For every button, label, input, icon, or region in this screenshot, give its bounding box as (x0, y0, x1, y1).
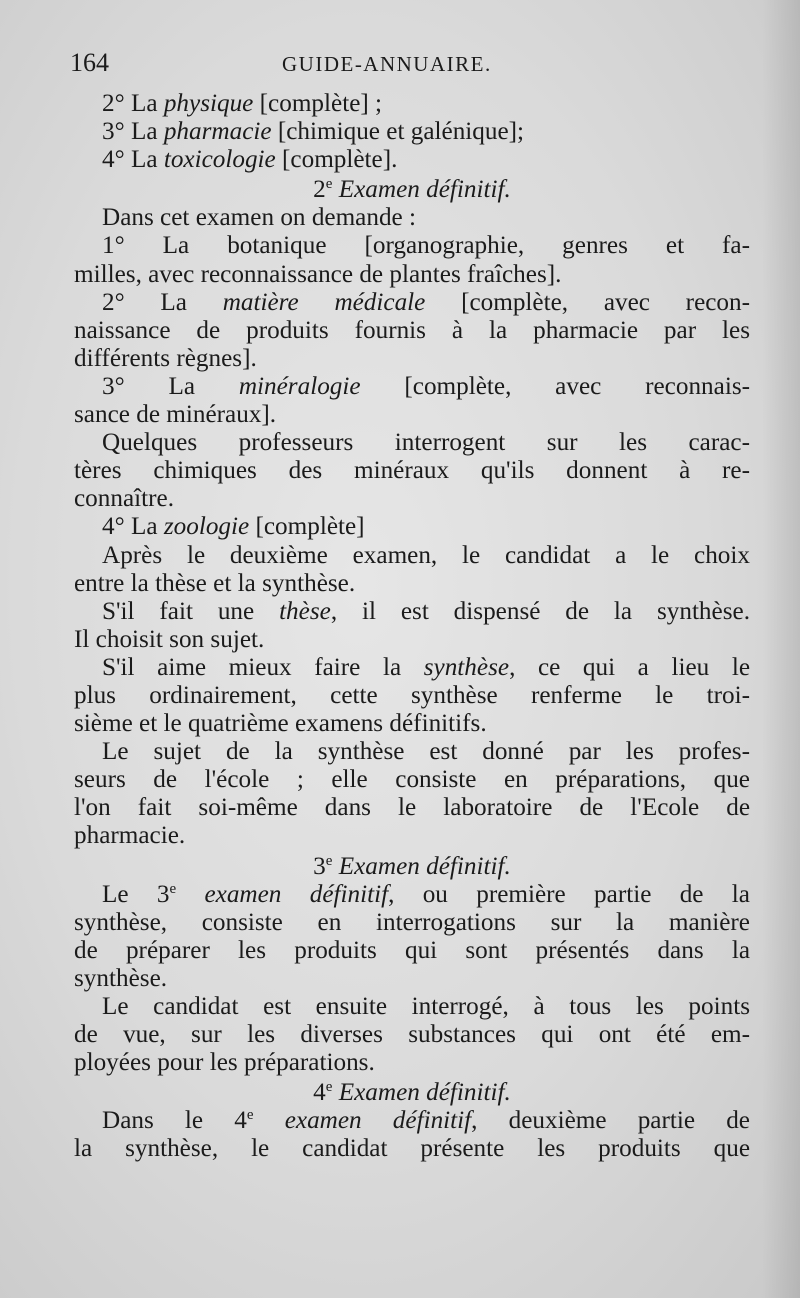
text-run: Le 3 (102, 880, 170, 908)
section-heading (74, 1077, 750, 1107)
text-run: l'on fait soi-même dans le laboratoire de l'Ecole de (74, 794, 750, 822)
text-line (74, 1135, 750, 1163)
italic-text: zoologie (163, 513, 250, 541)
text-line (74, 570, 750, 598)
text-line (74, 654, 750, 682)
italic-text: toxicologie (163, 146, 276, 174)
text-run: , ce qui a lieu le (509, 653, 750, 681)
text-run: S'il aime mieux faire la (102, 653, 424, 681)
italic-text: Examen définitif. (338, 852, 511, 880)
text-line (74, 598, 750, 626)
text-line (74, 204, 750, 232)
text-run: Dans le 4 (102, 1107, 247, 1135)
superscript-text: e (325, 1079, 333, 1096)
text-line (74, 965, 750, 993)
italic-text: examen définitif (284, 1107, 472, 1135)
italic-text: pharmacie (163, 118, 272, 146)
text-line (74, 289, 750, 317)
body-text (74, 90, 750, 1164)
text-run: 1° La botanique [organographie, genres et fa- (102, 232, 750, 260)
text-line (74, 317, 750, 345)
text-line (74, 90, 750, 118)
text-run: 4° La (102, 146, 164, 174)
text-line (74, 822, 750, 850)
text-line (74, 626, 750, 654)
text-line (74, 118, 750, 146)
text-run: [chimique et galénique]; (271, 118, 525, 146)
text-run: [complète]. (275, 146, 398, 174)
text-run: , ou première partie de la (388, 880, 750, 908)
text-line (74, 738, 750, 766)
italic-text: thèse (279, 597, 331, 625)
text-line (74, 146, 750, 174)
text-line (74, 682, 750, 710)
section-heading (74, 851, 750, 881)
text-run: Dans cet examen on demande : (102, 204, 417, 232)
text-line (74, 1021, 750, 1049)
italic-text: physique (163, 90, 254, 117)
text-run: [complète, avec reconnais- (360, 372, 751, 400)
text-run: milles, avec reconnaissance de plantes fraîches]. (74, 260, 562, 288)
page-number: 164 (70, 48, 109, 77)
text-run: sance de minéraux]. (74, 401, 277, 429)
text-run: différents règnes]. (74, 344, 257, 372)
text-run: 3 (313, 852, 326, 880)
text-run: entre la thèse et la synthèse. (74, 569, 356, 597)
superscript-text: e (325, 176, 333, 193)
italic-text: minéralogie (238, 372, 361, 400)
text-line (74, 345, 750, 373)
text-line (74, 937, 750, 965)
text-run: [complète, avec recon- (425, 288, 751, 316)
text-run: tères chimiques des minéraux qu'ils donnent à re- (74, 457, 750, 485)
text-run: synthèse, consiste en interrogations sur la manière (74, 908, 750, 936)
text-run: pharmacie. (74, 822, 186, 850)
text-line (74, 710, 750, 738)
text-run: 2° La (102, 90, 164, 117)
text-run: Le candidat est ensuite interrogé, à tous les points (102, 993, 750, 1020)
text-line (74, 993, 750, 1021)
text-run: 3° La (102, 372, 239, 400)
text-line (74, 542, 750, 570)
text-line (74, 1049, 750, 1077)
text-line (74, 457, 750, 485)
text-line (74, 232, 750, 260)
text-line (74, 766, 750, 794)
text-run: sième et le quatrième examens définitifs. (74, 710, 487, 738)
text-run: synthèse. (74, 964, 168, 992)
text-run (176, 881, 204, 908)
running-head: GUIDE-ANNUAIRE. (282, 52, 492, 76)
text-run (254, 1107, 285, 1134)
text-run: de préparer les produits qui sont présentés dans la (74, 936, 750, 964)
text-run: 4 (313, 1079, 326, 1107)
text-line (74, 401, 750, 429)
text-line (74, 909, 750, 937)
text-run: Quelques professeurs interrogent sur les carac- (102, 429, 750, 457)
text-run: 2° La (102, 288, 223, 316)
text-line (74, 1107, 750, 1135)
text-run: 3° La (102, 118, 164, 146)
text-line (74, 513, 750, 541)
italic-text: examen définitif (204, 880, 389, 908)
text-run: Le sujet de la synthèse est donné par les profes- (102, 738, 750, 766)
text-run: de vue, sur les diverses substances qui ont été em- (74, 1021, 750, 1049)
text-run: , il est dispensé de la synthèse. (330, 597, 750, 625)
italic-text: Examen définitif. (338, 176, 511, 204)
text-run: ployées pour les préparations. (74, 1049, 375, 1077)
italic-text: Examen définitif. (338, 1079, 511, 1107)
text-run: [complète] ; (253, 90, 383, 117)
section-heading (74, 174, 750, 204)
text-line (74, 261, 750, 289)
text-run: 2 (313, 176, 326, 204)
text-line (74, 485, 750, 513)
text-line (74, 881, 750, 909)
italic-text: matière médicale (222, 288, 426, 316)
text-run: [complète] (249, 513, 365, 541)
text-line (74, 373, 750, 401)
superscript-text: e (169, 880, 177, 897)
text-run: connaître. (74, 485, 174, 513)
text-line (74, 429, 750, 457)
page-edge-shadow (762, 0, 800, 1298)
page-header (70, 40, 740, 80)
text-run: plus ordinairement, cette synthèse renferme le troi- (74, 681, 750, 709)
text-run: la synthèse, le candidat présente les produits que (74, 1135, 750, 1163)
text-run: Il choisit son sujet. (74, 625, 265, 653)
text-run: naissance de produits fournis à la pharmacie par les (74, 316, 750, 344)
text-run: S'il fait une (102, 597, 280, 625)
text-run: Après le deuxième examen, le candidat a le choix (102, 541, 750, 569)
text-run: , deuxième partie de (471, 1107, 750, 1135)
italic-text: synthèse (423, 653, 510, 681)
text-line (74, 794, 750, 822)
text-run: 4° La (102, 513, 164, 541)
superscript-text: e (246, 1107, 254, 1124)
superscript-text: e (325, 852, 333, 869)
text-run: seurs de l'école ; elle consiste en préparations, que (74, 766, 750, 794)
